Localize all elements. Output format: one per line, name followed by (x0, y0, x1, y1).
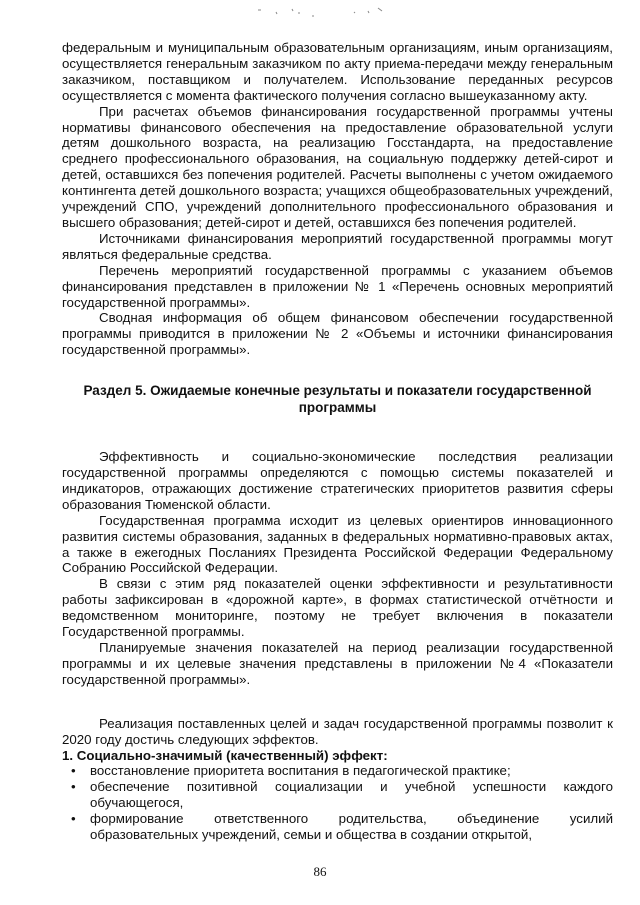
intro-paragraphs (62, 40, 613, 358)
list-item (62, 811, 613, 843)
bullet-icon: • (71, 779, 76, 795)
effects-intro: Реализация поставленных целей и задач государственной программы позволит к 2020 году достичь следующих эффектов. (62, 715, 613, 747)
paragraph: В связи с этим ряд показателей оценки эффективности и результативности работы зафиксирован в «дорожной карте», в формах статистической отчётности и ведомственном мониторинге, поэтому не требует включения в показатели Государственной программы. (62, 576, 613, 640)
paragraph: Сводная информация об общем финансовом обеспечении государственной программы приводится в приложении № 2 «Объемы и источники финансирования государственной программы». (62, 310, 613, 358)
paragraph: Планируемые значения показателей на период реализации государственной программы и их целевые значения представлены в приложении №4 «Показатели государственной программы». (62, 640, 613, 687)
list-item-text: обеспечение позитивной социализации и учебной успешности каждого обучающегося, (90, 779, 613, 811)
bullet-icon: • (71, 763, 76, 779)
paragraph: федеральным и муниципальным образовательным организациям, иным организациям, осуществляется генеральным заказчиком по акту приема-передачи между генеральным заказчиком, поставщиком и получателем. Использование переданных ресурсов осуществляется с момента фактического получения согласно вышеуказанному акту. (62, 40, 613, 103)
list-item-text: восстановление приоритета воспитания в педагогической практике; (90, 763, 511, 779)
paragraph: Источниками финансирования мероприятий государственной программы могут являться федеральные средства. (62, 230, 613, 262)
document-body (62, 40, 613, 843)
list-item (62, 763, 613, 779)
bullet-icon: • (71, 811, 76, 827)
effects-list (62, 763, 613, 843)
scan-artifact-marks (250, 4, 410, 20)
paragraph: При расчетах объемов финансирования государственной программы учтены нормативы финансового обеспечения на предоставление образовательной услуги детям дошкольного возраста, на реализацию Госстандарта, на предоставление среднего профессионального образования, на социальную поддержку детей-сирот и детей, оставшихся без попечения родителей. Расчеты выполнены с учетом ожидаемого контингента детей дошкольного возраста; учащихся общеобразовательных учреждений, учреждений СПО, учреждений дополнительного профессионального образования и высшего образования; детей-сирот и детей, оставшихся без попечения родителей. (62, 103, 613, 230)
list-item (62, 779, 613, 811)
spacer (62, 688, 613, 716)
results-paragraphs (62, 449, 613, 688)
paragraph: Эффективность и социально-экономические последствия реализации государственной программы определяются с помощью системы показателей и индикаторов, отражающих достижение стратегических приоритетов развития сферы образования Тюменской области. (62, 449, 613, 512)
page-number: 86 (313, 864, 327, 879)
section-heading: Раздел 5. Ожидаемые конечные результаты и показатели государственной программы (83, 383, 592, 416)
paragraph: Государственная программа исходит из целевых ориентиров инновационного развития системы образования, заданных в федеральных нормативно-правовых актах, а также в ежегодных Посланиях Президента Российской Федерации Федеральному Собранию Российской Федерации. (62, 512, 613, 576)
list-item-text: формирование ответственного родительства, объединение усилий образовательных учреждений, семьи и общества в создании открытой, (90, 811, 613, 843)
effects-subheading: 1. Социально-значимый (качественный) эффект: (62, 747, 388, 763)
paragraph: Перечень мероприятий государственной программы с указанием объемов финансирования представлен в приложении № 1 «Перечень основных мероприятий государственной программы». (62, 262, 613, 310)
